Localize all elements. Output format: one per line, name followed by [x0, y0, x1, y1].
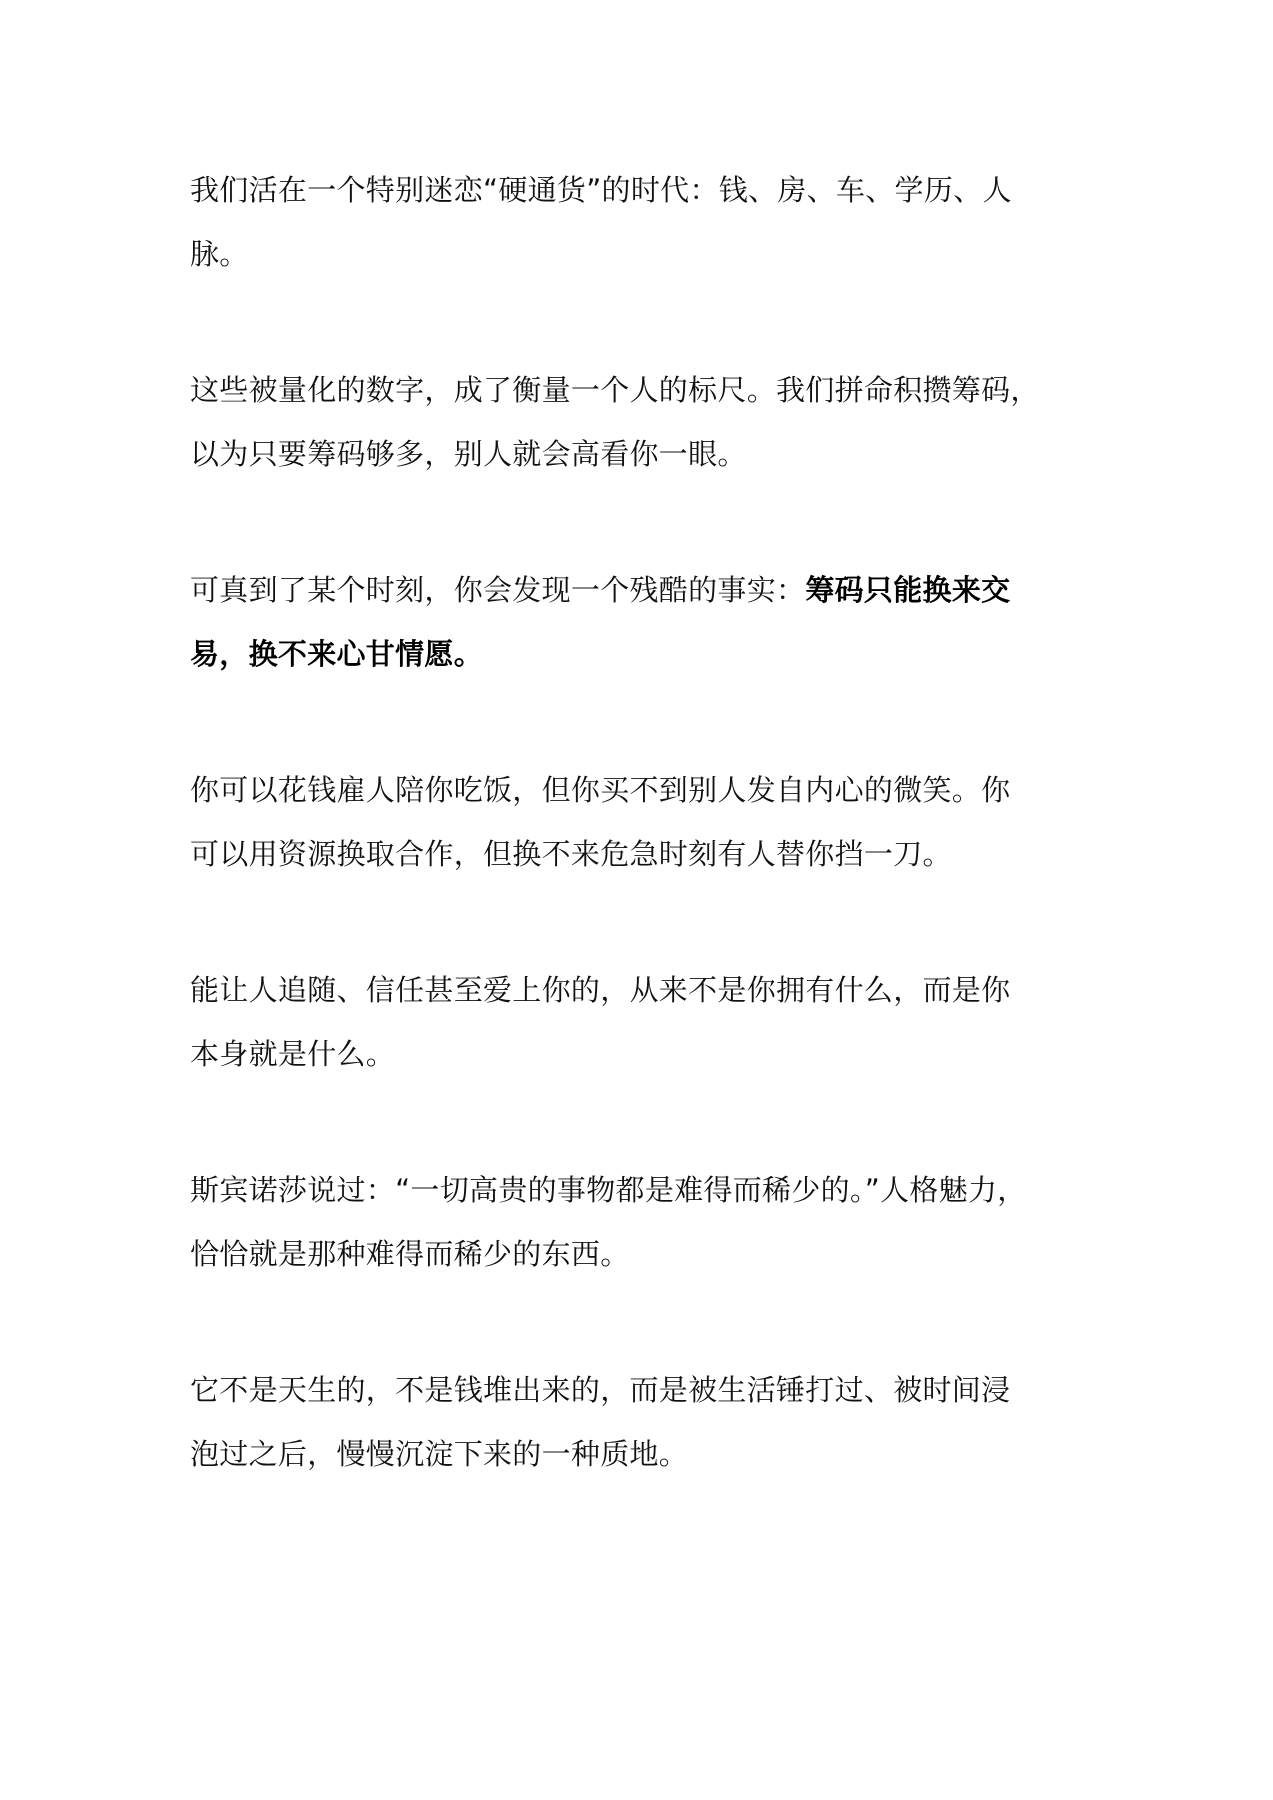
paragraph-quantified-numbers — [190, 358, 1090, 486]
text-bold-emphasis: 筹码只能换来交 — [805, 573, 1011, 607]
text-line: 你可以花钱雇人陪你吃饭，但你买不到别人发自内心的微笑。你 — [190, 773, 1011, 807]
paragraph-texture-of-character — [190, 1358, 1090, 1486]
paragraph-hard-currency — [190, 158, 1090, 286]
text-line: 以为只要筹码够多，别人就会高看你一眼。 — [190, 437, 747, 471]
paragraph-money-cannot-buy — [190, 758, 1090, 886]
text-line: 本身就是什么。 — [190, 1037, 396, 1071]
text-line: 脉。 — [190, 237, 249, 271]
text-line: 能让人追随、信任甚至爱上你的，从来不是你拥有什么，而是你 — [190, 973, 1011, 1007]
text-line: 这些被量化的数字，成了衡量一个人的标尺。我们拼命积攒筹码， — [190, 373, 1040, 407]
text-line: 恰恰就是那种难得而稀少的东西。 — [190, 1237, 630, 1271]
paragraph-who-you-are — [190, 958, 1090, 1086]
text-line: 可以用资源换取合作，但换不来危急时刻有人替你挡一刀。 — [190, 837, 952, 871]
text-line: 泡过之后，慢慢沉淀下来的一种质地。 — [190, 1437, 689, 1471]
text-line: 我们活在一个特别迷恋“硬通货”的时代：钱、房、车、学历、人 — [190, 173, 1012, 207]
text-line — [190, 558, 1090, 622]
text-normal: 可真到了某个时刻，你会发现一个残酷的事实： — [190, 573, 806, 607]
paragraph-cruel-fact — [190, 558, 1090, 686]
text-line: 它不是天生的，不是钱堆出来的，而是被生活锤打过、被时间浸 — [190, 1373, 1011, 1407]
text-bold-emphasis: 易，换不来心甘情愿。 — [190, 637, 484, 671]
text-line: 斯宾诺莎说过：“一切高贵的事物都是难得而稀少的。”人格魅力， — [190, 1173, 1027, 1207]
paragraph-spinoza-quote — [190, 1158, 1090, 1286]
